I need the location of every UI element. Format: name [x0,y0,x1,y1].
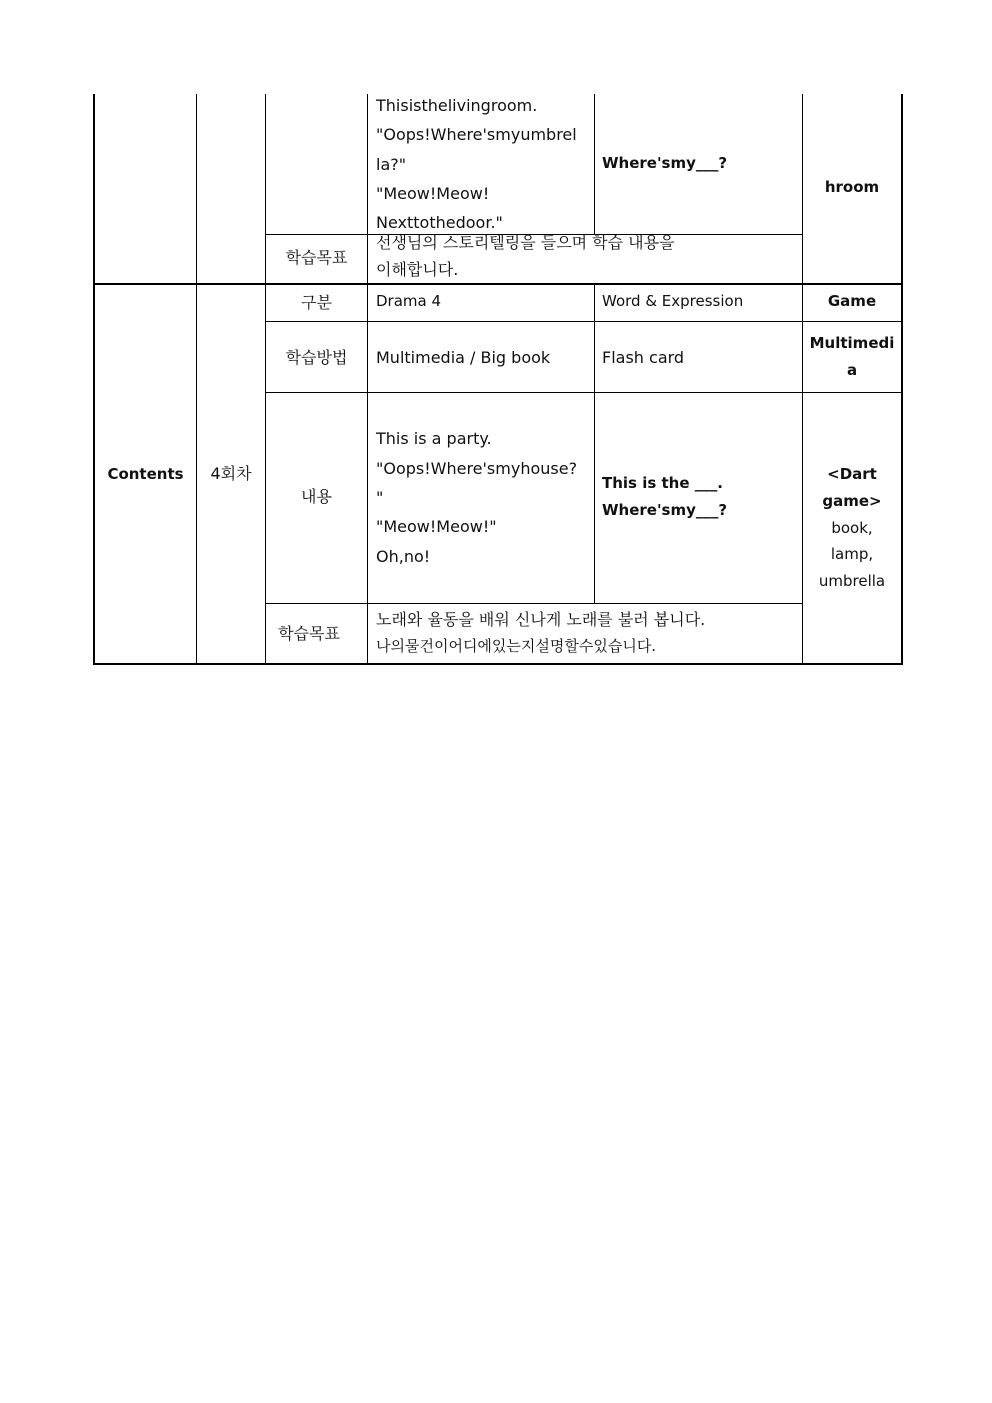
row-line-method [265,392,903,393]
table-border-right [901,94,903,665]
expression-text: Where'smy___? [602,154,728,172]
goal-label: 학습목표 [285,248,348,267]
game-content-line: game> [822,492,882,510]
game-content-line: lamp, [830,545,874,563]
drama-cell: Drama 4 [376,292,442,310]
game-content-line: book, [831,519,873,537]
table-border-bottom [93,663,903,665]
game-method-line: a [846,361,858,379]
row-label-gubun: 구분 [301,293,332,312]
content-line: "Meow!Meow! [376,184,490,203]
content-line: "Meow!Meow!" [376,517,497,536]
goal-line: 나의물건이어디에있는지설명할수있습니다. [376,637,657,655]
col-divider-2 [265,94,266,665]
content-line: This is a party. [376,429,492,448]
content-line: "Oops!Where'smyhouse? [376,459,578,478]
game-header: Game [827,292,877,310]
method-cell: Multimedia / Big book [376,348,551,367]
tool-cell: Flash card [602,348,685,367]
section-divider [93,283,903,285]
expression-line: Where'smy___? [602,501,728,519]
content-line: Thisisthelivingroom. [376,96,538,115]
goal-line: 노래와 율동을 배워 신나게 노래를 불러 봅니다. [376,610,706,629]
row-line-gubun [265,321,903,322]
content-line: Nexttothedoor." [376,213,503,232]
content-line: Oh,no! [376,547,431,566]
game-content-line: umbrella [818,572,886,590]
col-divider-4b [594,283,595,604]
game-method-line: Multimedi [809,334,895,352]
content-line: " [376,488,384,507]
row-label-method: 학습방법 [285,348,348,367]
game-content-line: <Dart [827,465,877,483]
goal-line: 선생님의 스토리텔링을 들으며 학습 내용을 [376,233,675,252]
expression-line: This is the ___. [602,474,723,492]
session-label: 4회차 [210,464,252,483]
table-border-left [93,94,95,665]
game-text: hroom [824,178,880,196]
content-line: "Oops!Where'smyumbrel [376,125,577,144]
section-label: Contents [107,465,184,483]
col-divider-4a [594,94,595,235]
goal-line: 이해합니다. [376,260,459,279]
row-label-goal: 학습목표 [278,624,340,643]
content-line: la?" [376,155,407,174]
col-divider-1 [196,94,197,665]
col-divider-3 [367,94,368,665]
row-line-content [265,603,803,604]
row-label-content: 내용 [301,487,332,506]
expression-header: Word & Expression [602,292,744,310]
